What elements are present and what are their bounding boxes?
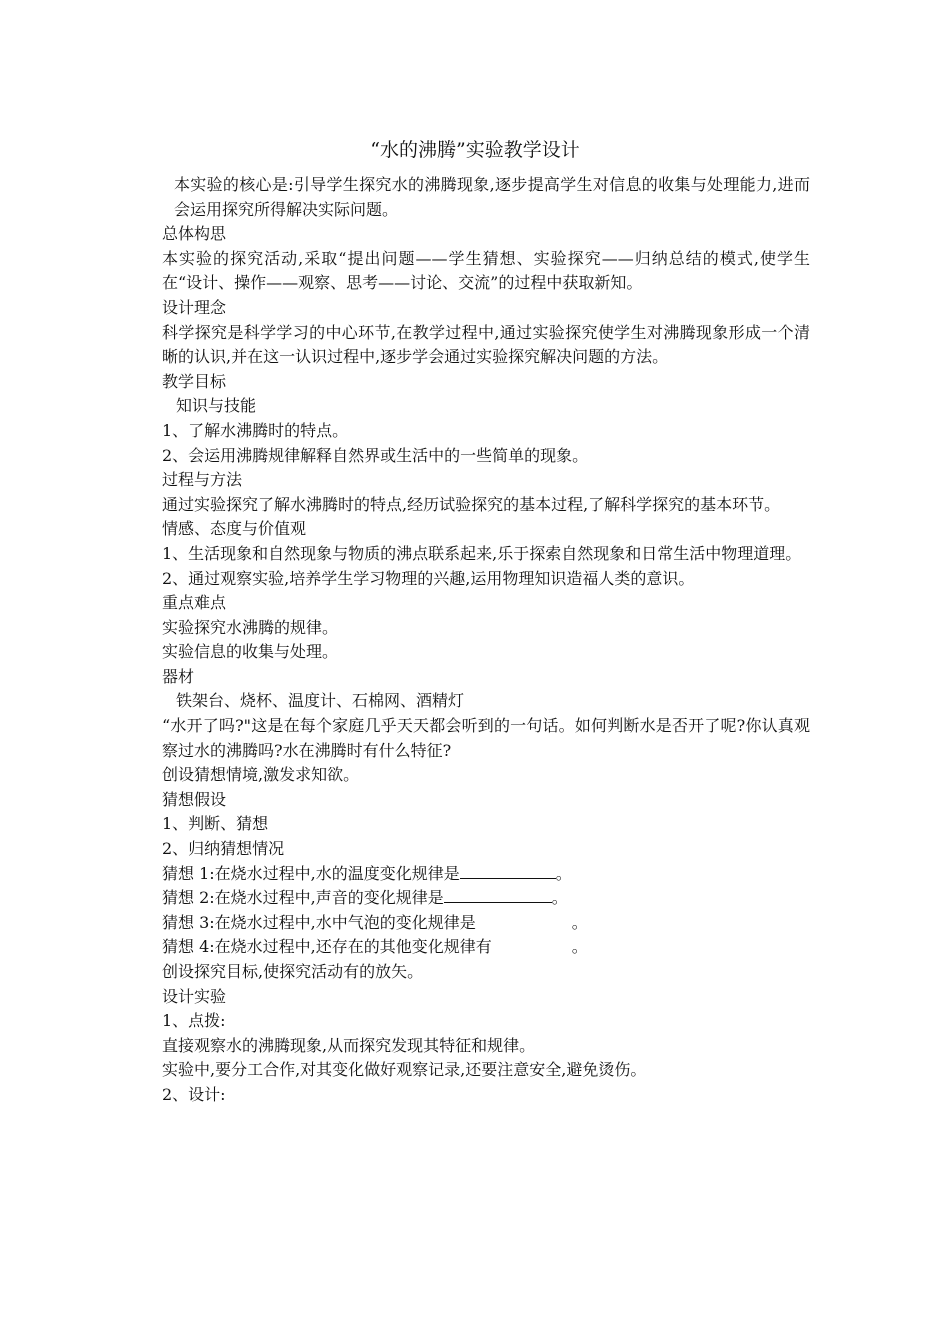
guess-text: 猜想 3:在烧水过程中,水中气泡的变化规律是 <box>162 912 476 932</box>
situation-text: 创设猜想情境,激发求知欲。 <box>162 765 360 785</box>
hint-item: 直接观察水的沸腾现象,从而探究发现其特征和规律。 <box>162 1035 536 1055</box>
process-paragraph: 通过实验探究了解水沸腾时的特点,经历试验探究的基本过程,了解科学探究的基本环节。 <box>162 494 781 514</box>
equipment-list: 铁架台、烧杯、温度计、石棉网、酒精灯 <box>176 691 465 711</box>
guess-text: 猜想 2:在烧水过程中,声音的变化规律是 <box>162 888 444 908</box>
guess-line <box>144 911 810 936</box>
key-heading: 重点难点 <box>162 593 227 613</box>
attitude-item: 2、通过观察实验,培养学生学习物理的兴趣,运用物理知识造福人类的意识。 <box>162 568 695 588</box>
guess-text: 猜想 4:在烧水过程中,还存在的其他变化规律有 <box>162 937 492 957</box>
overall-paragraph: 本实验的探究活动,采取“提出问题——学生猜想、实验探究——归纳总结的模式,使学生在“设计、操作——观察、思考——讨论、交流”的过程中获取新知。 <box>162 248 810 293</box>
guess-end: 。 <box>551 888 568 908</box>
key-item: 实验信息的收集与处理。 <box>162 642 339 662</box>
attitude-heading: 情感、态度与价值观 <box>162 519 307 539</box>
overall-heading: 总体构思 <box>162 224 227 244</box>
guess-end: 。 <box>571 912 588 932</box>
guess-end: 。 <box>571 937 588 957</box>
hypothesis-heading: 猜想假设 <box>162 789 227 809</box>
process-heading: 过程与方法 <box>162 470 243 490</box>
target-text: 创设探究目标,使探究活动有的放矢。 <box>162 962 424 981</box>
hint-item: 实验中,要分工合作,对其变化做好观察记录,还要注意安全,避免烫伤。 <box>162 1060 647 1080</box>
intro-paragraph: 本实验的核心是:引导学生探究水的沸腾现象,逐步提高学生对信息的收集与处理能力,进而会运用探究所得解决实际问题。 <box>174 175 810 219</box>
design-label: 2、设计: <box>162 1084 226 1104</box>
equipment-heading: 器材 <box>162 666 195 686</box>
knowledge-item: 1、了解水沸腾时的特点。 <box>162 420 349 440</box>
guess-text: 猜想 1:在烧水过程中,水的温度变化规律是 <box>162 863 460 883</box>
guess-line <box>144 935 810 960</box>
answer-blank[interactable] <box>460 862 556 879</box>
guess-line <box>144 886 810 911</box>
concept-heading: 设计理念 <box>162 297 227 317</box>
hypothesis-step: 2、归纳猜想情况 <box>162 839 285 859</box>
answer-blank[interactable] <box>444 886 552 903</box>
knowledge-item: 2、会运用沸腾规律解释自然界或生活中的一些简单的现象。 <box>162 445 589 465</box>
guess-end: 。 <box>555 863 572 883</box>
hypothesis-step: 1、判断、猜想 <box>162 814 269 834</box>
question-paragraph: “水开了吗?"这是在每个家庭几乎天天都会听到的一句话。如何判断水是否开了呢?你认真观察过水的沸腾吗?水在沸腾时有什么特征? <box>162 716 810 760</box>
attitude-item: 1、生活现象和自然现象与物质的沸点联系起来,乐于探索自然现象和日常生活中物理道理。 <box>162 543 802 563</box>
key-item: 实验探究水沸腾的规律。 <box>162 617 339 637</box>
knowledge-heading: 知识与技能 <box>176 396 257 416</box>
document-title: “水的沸腾”实验教学设计 <box>370 139 580 161</box>
goals-heading: 教学目标 <box>162 371 227 391</box>
guess-line <box>144 862 810 887</box>
hint-label: 1、点拨: <box>162 1011 226 1031</box>
document-body <box>144 173 810 1108</box>
concept-paragraph: 科学探究是科学学习的中心环节,在教学过程中,通过实验探究使学生对沸腾现象形成一个清晰的认识,并在这一认识过程中,逐步学会通过实验探究解决问题的方法。 <box>162 322 810 367</box>
design-heading: 设计实验 <box>162 986 227 1006</box>
